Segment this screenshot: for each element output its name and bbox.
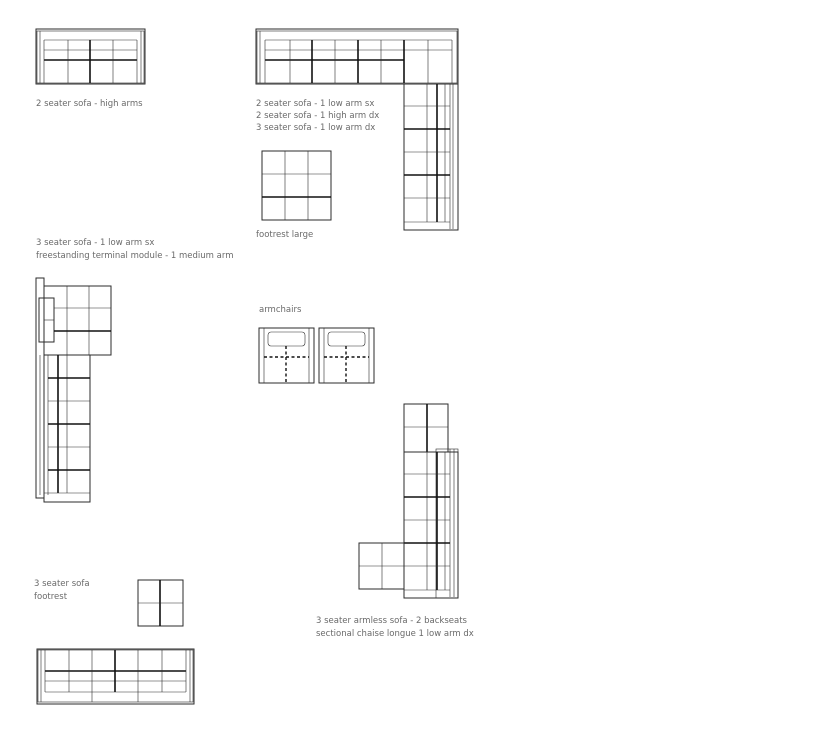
terminal-label-line-1: 3 seater sofa - 1 low arm sx — [36, 238, 155, 248]
two-seater-high-arms-plan — [36, 29, 145, 84]
terminal-module-sofa-plan — [36, 278, 111, 502]
footrest-large-plan — [262, 151, 331, 220]
three-seater-label: 3 seater sofa — [34, 579, 90, 589]
armchairs-label: armchairs — [259, 305, 302, 315]
armless-label-line-1: 3 seater armless sofa - 2 backseats — [316, 616, 467, 626]
corner-label-line-2: 2 seater sofa - 1 high arm dx — [256, 111, 380, 121]
footrest-label: footrest — [34, 592, 68, 602]
armchair-left-plan — [259, 328, 314, 383]
armchair-right-plan — [319, 328, 374, 383]
armless-label-line-2: sectional chaise longue 1 low arm dx — [316, 629, 474, 639]
two-seater-high-arms-label: 2 seater sofa - high arms — [36, 99, 143, 109]
terminal-label-line-2: freestanding terminal module - 1 medium arm — [36, 251, 234, 261]
armless-sofa-chaise-plan — [359, 404, 458, 598]
three-seater-sofa-plan — [37, 649, 194, 704]
footrest-large-label: footrest large — [256, 230, 314, 240]
corner-label-line-3: 3 seater sofa - 1 low arm dx — [256, 123, 376, 133]
footrest-plan — [138, 580, 183, 626]
corner-label-line-1: 2 seater sofa - 1 low arm sx — [256, 99, 375, 109]
